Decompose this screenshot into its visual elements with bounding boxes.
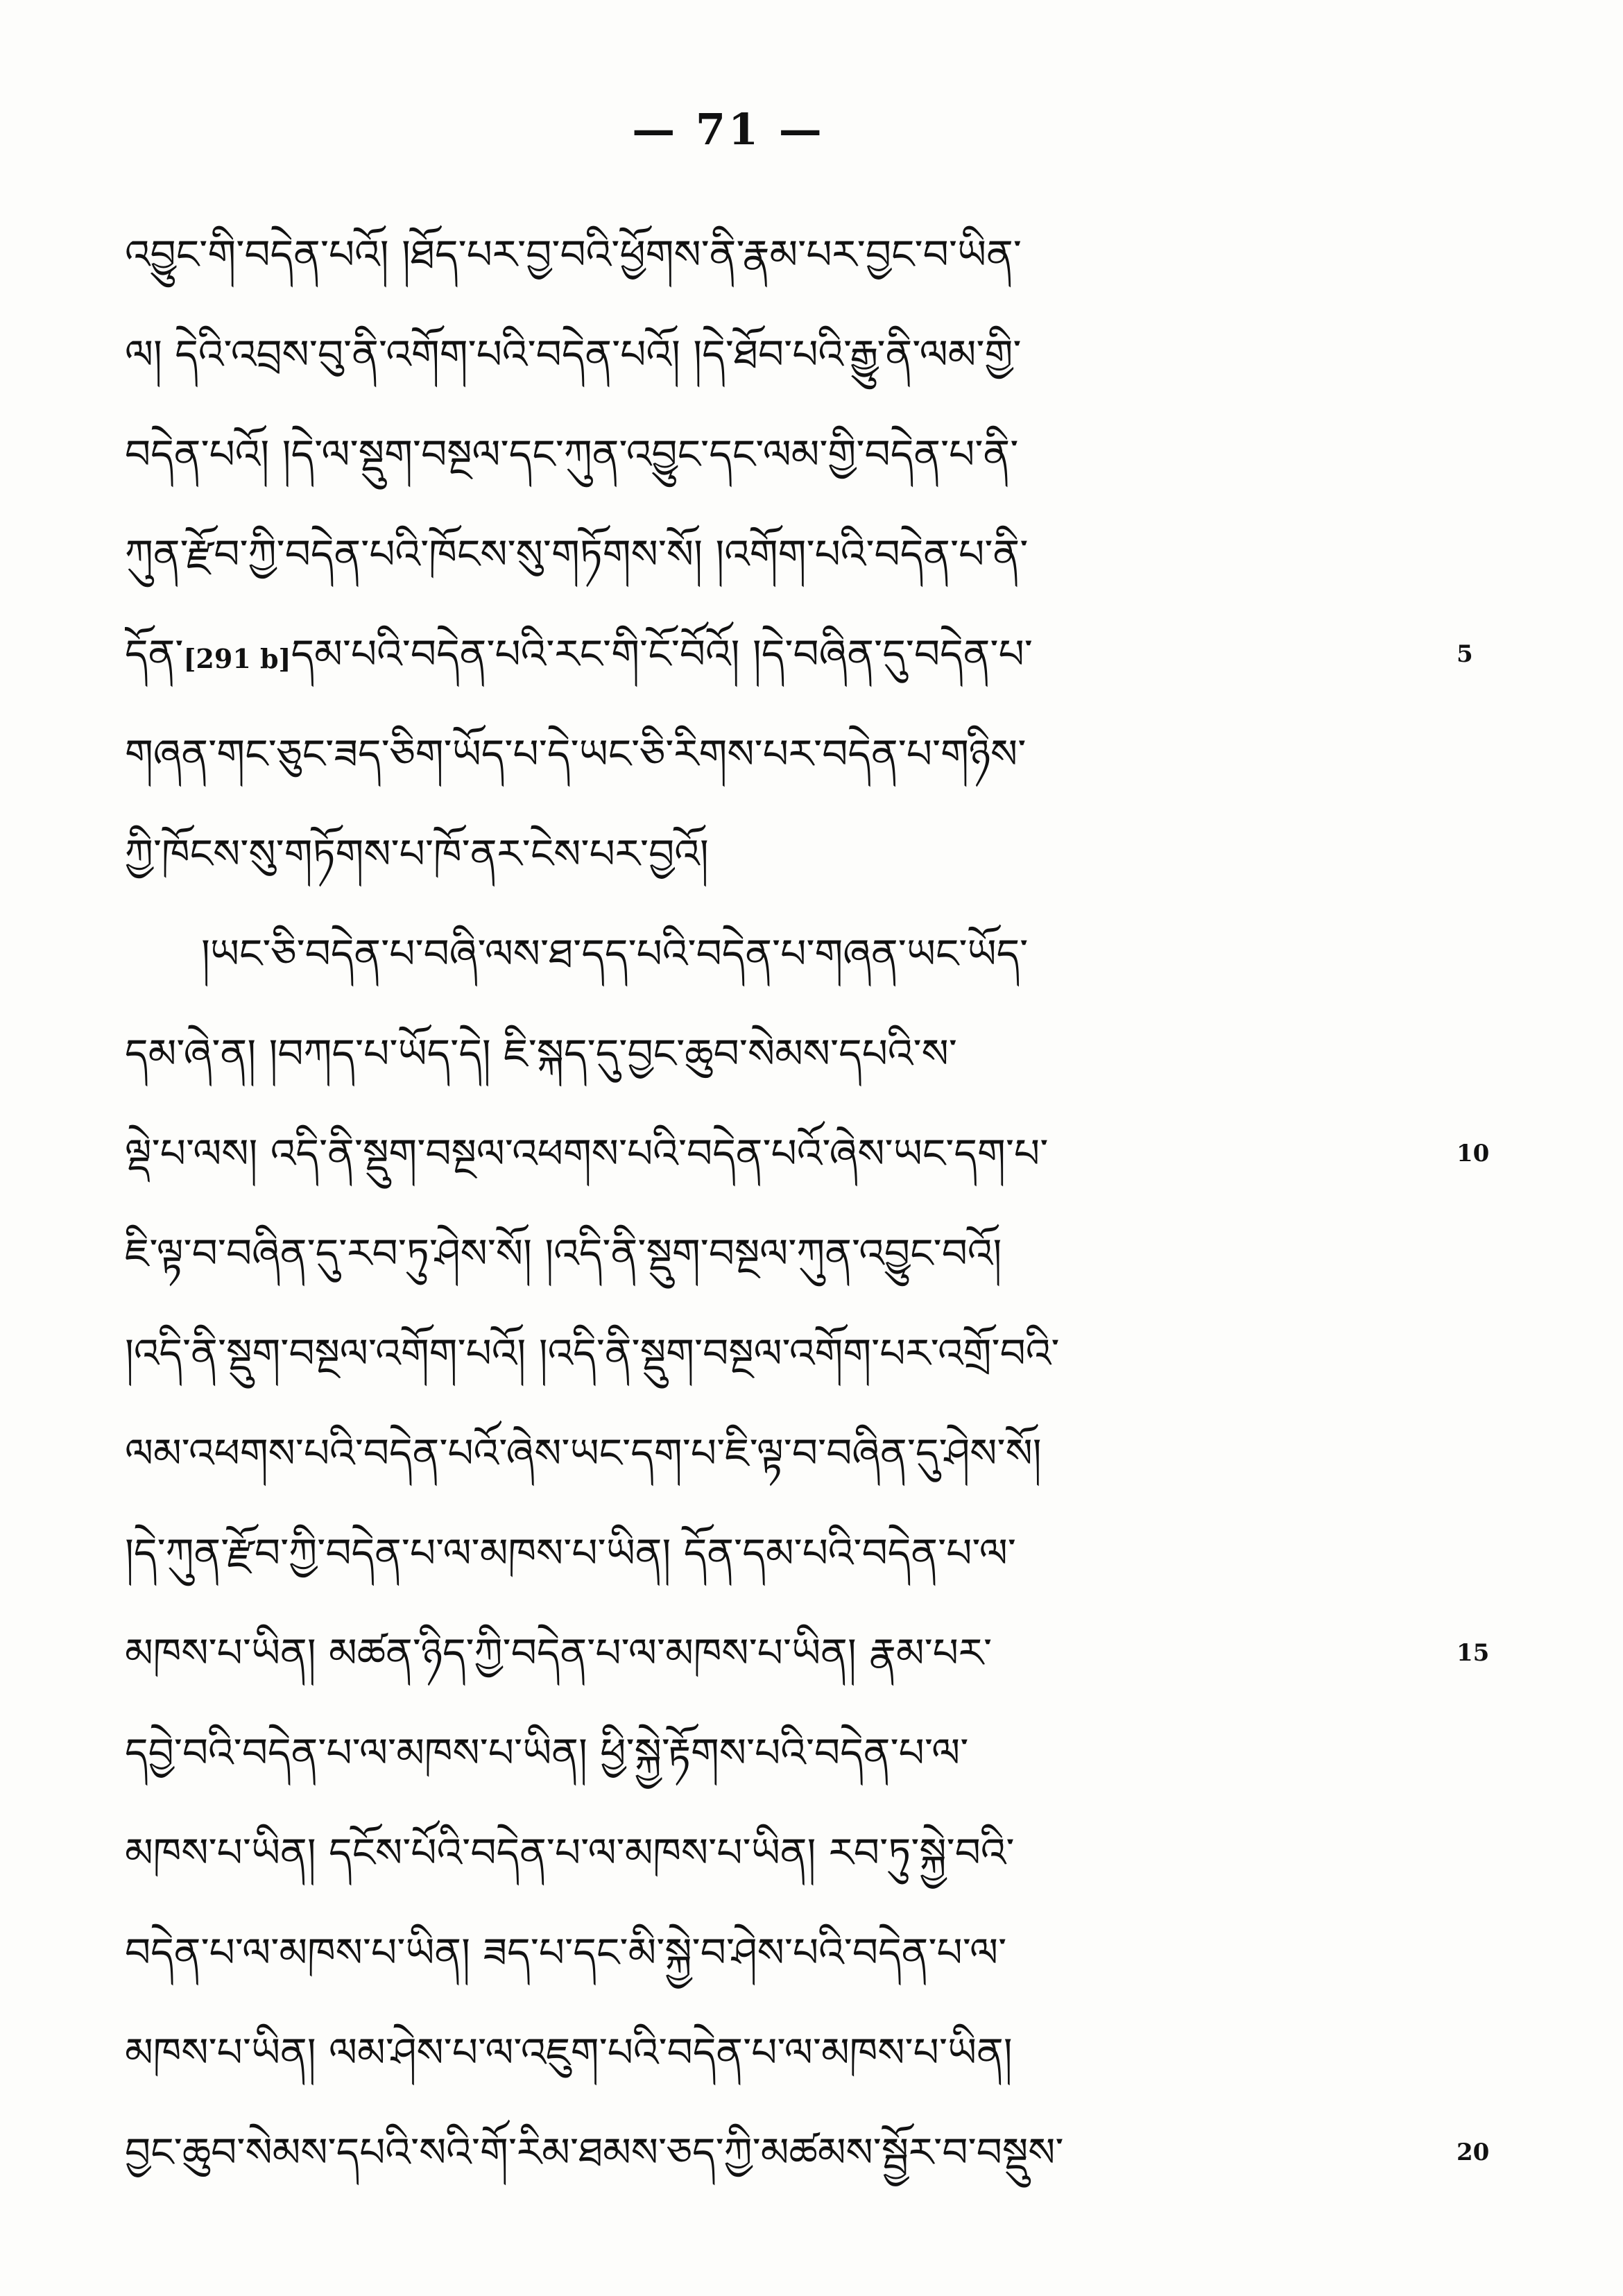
line-text: འབྱུང་གི་བདེན་པའོ། །ཐོད་པར་བྱ་བའི་ཕྱོགས་ནི་རྣམ་པར་བྱང་བ་ཡིན་ [125, 231, 1022, 278]
line-text: བྱང་ཆུབ་སེམས་དཔའི་སའི་གོ་རིམ་ཐམས་ཅད་ཀྱི་མཚམས་སྦྱོར་བ་བསྡུས་ [125, 2129, 1064, 2176]
text-line [125, 205, 1373, 305]
text-line [125, 904, 1373, 1004]
line-text: ལ། དེའི་འབྲས་བུ་ནི་འགོག་པའི་བདེན་པའོ། །དེ་ཐོབ་པའི་རྒྱུ་ནི་ལམ་གྱི་ [125, 331, 1022, 378]
line-number: 10 [1457, 1140, 1490, 1167]
text-line [125, 2003, 1373, 2102]
line-text: དབྱེ་བའི་བདེན་པ་ལ་མཁས་པ་ཡིན། ཕྱི་སྐྱེ་རྟོགས་པའི་བདེན་པ་ལ་ [125, 1729, 969, 1776]
text-line [125, 1503, 1373, 1603]
line-text: །དེ་ཀུན་རྫོབ་ཀྱི་བདེན་པ་ལ་མཁས་པ་ཡིན། དོན་དམ་པའི་བདེན་པ་ལ་ [125, 1530, 1016, 1577]
text-line [125, 804, 1373, 904]
text-line [125, 1403, 1373, 1503]
text-line [125, 1004, 1373, 1104]
text-line [125, 1803, 1373, 1903]
text-line [125, 404, 1373, 504]
line-number: 15 [1457, 1639, 1490, 1667]
line-text: ཀུན་རྫོབ་ཀྱི་བདེན་པའི་ཁོངས་སུ་གཏོགས་སོ། །འགོག་པའི་བདེན་པ་ནི་ [125, 531, 1029, 578]
line-text: །ཡང་ཅི་བདེན་པ་བཞི་ལས་ཐ་དད་པའི་བདེན་པ་གཞན་ཡང་ཡོད་ [201, 930, 1029, 977]
text-block [125, 205, 1490, 2202]
line-text-continued: དམ་པའི་བདེན་པའི་རང་གི་ངོ་བོའོ། །དེ་བཞིན་དུ་བདེན་པ་ [291, 631, 1033, 678]
line-text: ལྡེ་པ་ལས། འདི་ནི་སྡུག་བསྔལ་འཕགས་པའི་བདེན་པའོ་ཞེས་ཡང་དག་པ་ [125, 1130, 1049, 1177]
text-line [125, 305, 1373, 404]
text-line [125, 1603, 1373, 1703]
line-number: 20 [1457, 2139, 1490, 2166]
line-text: མཁས་པ་ཡིན། དངོས་པོའི་བདེན་པ་ལ་མཁས་པ་ཡིན། རབ་ཏུ་སྐྱེ་བའི་ [125, 1829, 1015, 1876]
line-number: 5 [1457, 640, 1473, 668]
line-text: བདེན་པ་ལ་མཁས་པ་ཡིན། ཟད་པ་དང་མི་སྐྱེ་བ་ཤེས་པའི་བདེན་པ་ལ་ [125, 1929, 1007, 1976]
line-text: མཁས་པ་ཡིན། ལམ་ཤེས་པ་ལ་འཇུག་པའི་བདེན་པ་ལ་མཁས་པ་ཡིན། [125, 2029, 1013, 2076]
text-line [125, 2102, 1373, 2202]
line-text: མཁས་པ་ཡིན། མཚན་ཉིད་ཀྱི་བདེན་པ་ལ་མཁས་པ་ཡིན། རྣམ་པར་ [125, 1629, 993, 1677]
text-line [125, 704, 1373, 804]
text-line [125, 1903, 1373, 2003]
line-text: དོན་ [125, 631, 184, 678]
text-line [125, 604, 1373, 704]
text-line [125, 504, 1373, 604]
page-number: — 71 — [632, 104, 825, 155]
text-line [125, 1104, 1373, 1203]
text-line [125, 1303, 1373, 1403]
line-text: དམ་ཞེ་ན། །བཀད་པ་ཡོད་དེ། ཇི་སྐད་དུ་བྱང་ཆུབ་སེམས་དཔའི་ས་ [125, 1030, 957, 1077]
line-text: ལམ་འཕགས་པའི་བདེན་པའོ་ཞེས་ཡང་དག་པ་ཇི་ལྟ་བ་བཞིན་དུ་ཤེས་སོ། [125, 1430, 1042, 1477]
line-text: གཞན་གང་ཅུང་ཟད་ཅིག་ཡོད་པ་དེ་ཡང་ཅི་རིགས་པར་བདེན་པ་གཉིས་ [125, 730, 1027, 778]
text-line [125, 1203, 1373, 1303]
text-line [125, 1703, 1373, 1803]
line-text: ཇི་ལྟ་བ་བཞིན་དུ་རབ་ཏུ་ཤེས་སོ། །འདི་ནི་སྡུག་བསྔལ་ཀུན་འབྱུང་བའོ། [125, 1230, 1002, 1277]
line-text: བདེན་པའོ། །དེ་ལ་སྡུག་བསྔལ་དང་ཀུན་འབྱུང་དང་ལམ་གྱི་བདེན་པ་ནི་ [125, 431, 1019, 478]
line-text: ཀྱི་ཁོངས་སུ་གཏོགས་པ་ཁོ་ནར་ངེས་པར་བྱའོ། [125, 830, 709, 877]
folio-marker: [291 b] [183, 643, 291, 674]
line-text: །འདི་ནི་སྡུག་བསྔལ་འགོག་པའོ། །འདི་ནི་སྡུག་བསྔལ་འགོག་པར་འགྲོ་བའི་ [125, 1330, 1060, 1377]
